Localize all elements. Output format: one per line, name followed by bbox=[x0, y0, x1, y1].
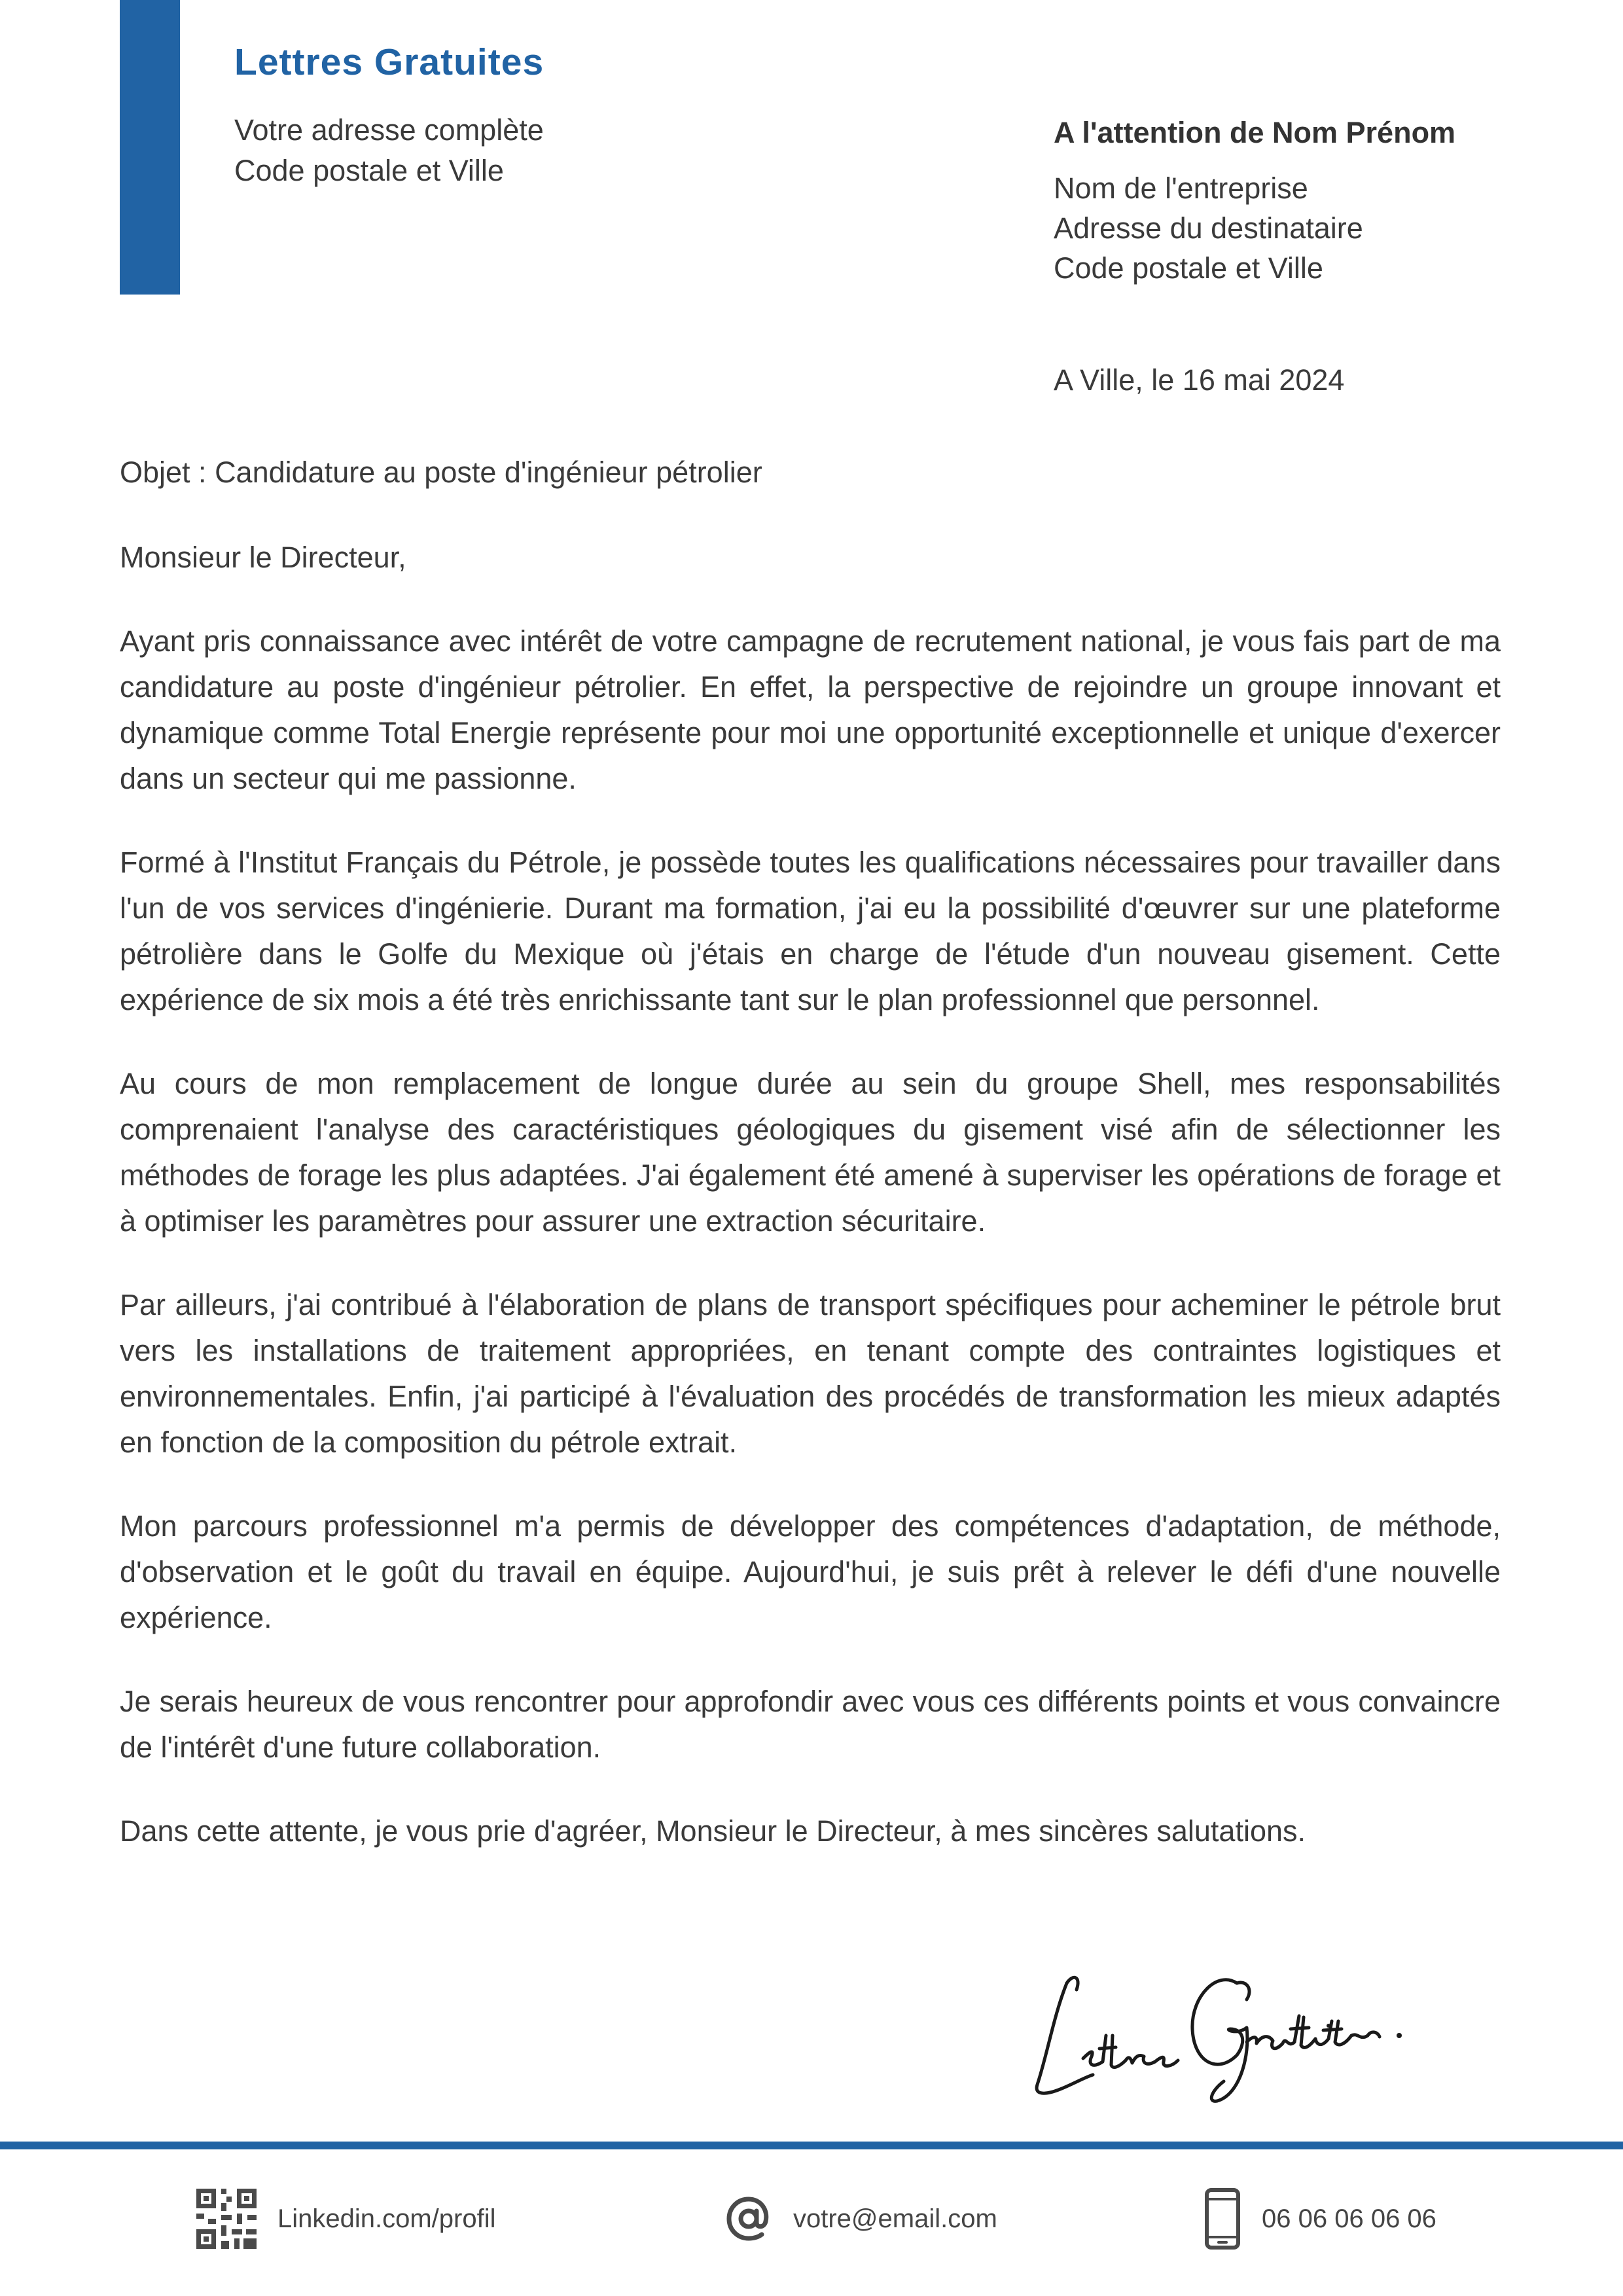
body-paragraph: Je serais heureux de vous rencontrer pour approfondir avec vous ces différents points et vous convaincre de l'intérêt d'une future collaboration. bbox=[120, 1685, 1501, 1764]
handwritten-signature bbox=[1021, 1944, 1414, 2114]
footer-phone[interactable] bbox=[1204, 2186, 1436, 2251]
recipient-block bbox=[1054, 113, 1455, 288]
footer-divider bbox=[0, 2142, 1623, 2149]
body-paragraph: Mon parcours professionnel m'a permis de développer des compétences d'adaptation, de méthode, d'observation et le goût du travail en équipe. Aujourd'hui, je suis prêt à relever le défi d'une nouvelle expérience. bbox=[120, 1509, 1501, 1634]
letter-salutation: Monsieur le Directeur, bbox=[120, 541, 406, 574]
linkedin-url: Linkedin.com/profil bbox=[277, 2204, 496, 2233]
accent-bar bbox=[120, 0, 180, 295]
footer-linkedin[interactable] bbox=[196, 2186, 496, 2251]
letter-date: A Ville, le 16 mai 2024 bbox=[1054, 363, 1345, 397]
recipient-attention: A l'attention de Nom Prénom bbox=[1054, 116, 1456, 149]
sender-address bbox=[234, 110, 544, 191]
body-paragraph: Au cours de mon remplacement de longue durée au sein du groupe Shell, mes responsabilités comprenaient l'analyse des caractéristiques géologiques du gisement visé afin de sélectionner les méthodes de forage les plus adaptées. J'ai également été amené à superviser les opérations de forage et à optimiser les paramètres pour assurer une extraction sécuritaire. bbox=[120, 1067, 1501, 1238]
at-sign-icon bbox=[725, 2195, 772, 2242]
body-paragraph: Par ailleurs, j'ai contribué à l'élaboration de plans de transport spécifiques pour acheminer le pétrole brut vers les installations de traitement appropriées, en tenant compte des contraintes logistiques et environnementales. Enfin, j'ai participé à l'évaluation des procédés de transformation les mieux adaptés en fonction de la composition du pétrole extrait. bbox=[120, 1288, 1501, 1459]
closing-paragraph: Dans cette attente, je vous prie d'agréer, Monsieur le Directeur, à mes sincères salutations. bbox=[120, 1814, 1306, 1848]
recipient-address: Adresse du destinataire bbox=[1054, 211, 1363, 245]
recipient-company: Nom de l'entreprise bbox=[1054, 171, 1308, 205]
sender-city-line: Code postale et Ville bbox=[234, 154, 504, 187]
phone-number: 06 06 06 06 06 bbox=[1262, 2204, 1436, 2233]
body-paragraph: Formé à l'Institut Français du Pétrole, je possède toutes les qualifications nécessaires pour travailler dans l'un de vos services d'ingénierie. Durant ma formation, j'ai eu la possibilité d'œuvrer sur une plateforme pétrolière dans le Golfe du Mexique où j'étais en charge de l'étude d'un nouveau gisement. Cette expérience de six mois a été très enrichissante tant sur le plan professionnel que personnel. bbox=[120, 846, 1501, 1016]
recipient-city: Code postale et Ville bbox=[1054, 251, 1323, 285]
letter-body bbox=[120, 619, 1501, 1892]
footer-email[interactable] bbox=[725, 2186, 997, 2251]
letter-subject: Objet : Candidature au poste d'ingénieur pétrolier bbox=[120, 456, 762, 489]
brand-name: Lettres Gratuites bbox=[234, 41, 544, 83]
sender-address-line: Votre adresse complète bbox=[234, 113, 544, 147]
smartphone-icon bbox=[1204, 2187, 1241, 2250]
qr-code-icon bbox=[196, 2189, 257, 2249]
body-paragraph: Ayant pris connaissance avec intérêt de votre campagne de recrutement national, je vous fais part de ma candidature au poste d'ingénieur pétrolier. En effet, la perspective de rejoindre un groupe innovant et dynamique comme Total Energie représente pour moi une opportunité exceptionnelle et unique d'exercer dans un secteur qui me passionne. bbox=[120, 624, 1501, 795]
email-address: votre@email.com bbox=[793, 2204, 997, 2233]
